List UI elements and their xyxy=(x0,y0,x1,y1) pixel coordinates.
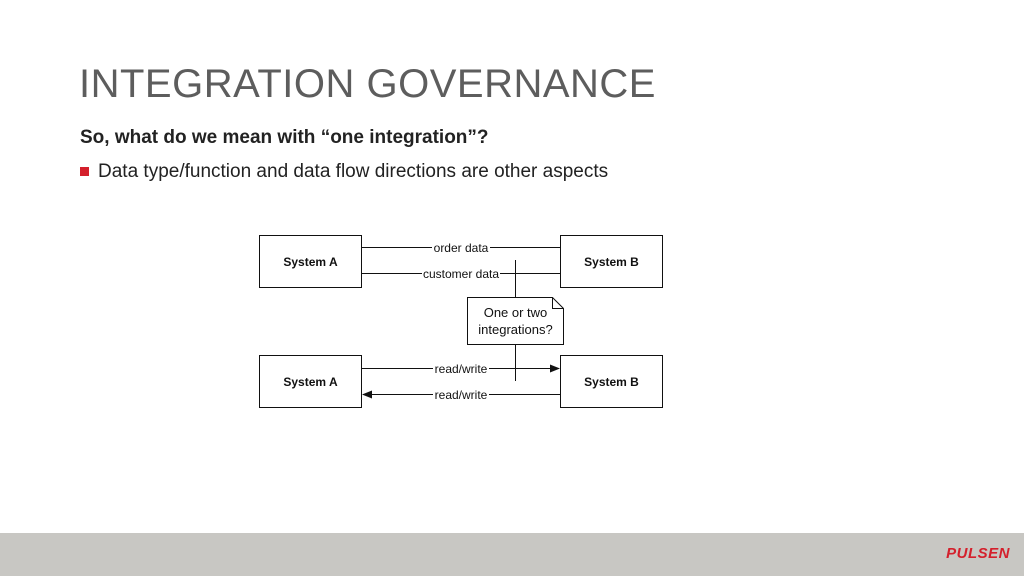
pulsen-logo: PULSEN xyxy=(946,545,1010,562)
note-line1: One or two xyxy=(483,305,548,320)
top-system-b-label: System B xyxy=(584,255,639,269)
footer-bar xyxy=(0,533,1024,576)
note-line2: integrations? xyxy=(478,322,553,337)
bullet-text: Data type/function and data flow directions are other aspects xyxy=(98,161,609,182)
bottom-system-a-label: System A xyxy=(283,375,338,389)
order-data-label: order data xyxy=(433,241,489,255)
read-write-left-label: read/write xyxy=(434,388,488,402)
top-system-a-label: System A xyxy=(283,255,338,269)
slide-subtitle: So, what do we mean with “one integration”? xyxy=(80,127,489,148)
slide-title: INTEGRATION GOVERNANCE xyxy=(79,62,656,106)
customer-data-label: customer data xyxy=(422,267,500,281)
bottom-system-b-label: System B xyxy=(584,375,639,389)
read-write-right-label: read/write xyxy=(434,362,488,376)
